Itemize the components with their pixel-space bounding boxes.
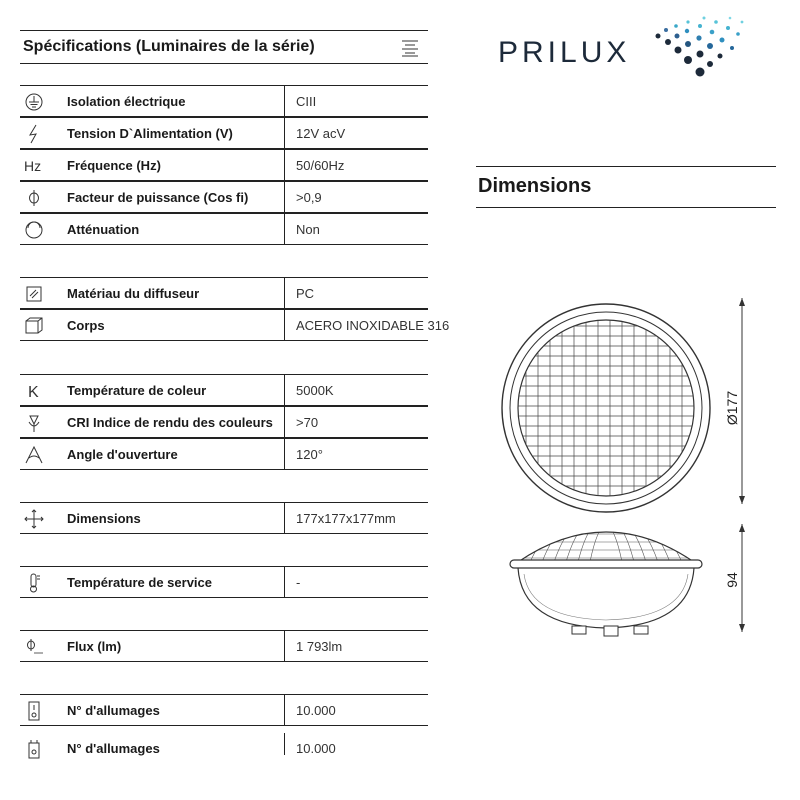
- cri-icon: [23, 413, 45, 433]
- electrical-isolation-icon: [23, 92, 45, 112]
- spec-label: Température de coleur: [67, 383, 207, 398]
- spec-label: Température de service: [67, 575, 212, 590]
- spec-row-dimming: [20, 213, 428, 245]
- spec-value: 10.000: [296, 741, 336, 756]
- color-temperature-k-icon: [23, 381, 45, 401]
- spec-row-cri: [20, 406, 428, 438]
- spec-label: Tension D`Alimentation (V): [67, 126, 233, 141]
- spec-value: >70: [296, 415, 319, 430]
- switch-cycles-alt-icon: [23, 739, 45, 759]
- spec-value: 50/60Hz: [296, 158, 345, 173]
- diffuser-material-icon: [23, 284, 45, 304]
- spec-label: Dimensions: [67, 511, 141, 526]
- spec-row-switch-cycles: [20, 694, 428, 726]
- svg-text:K: K: [28, 384, 39, 401]
- spec-value: 5000K: [296, 383, 334, 398]
- spec-row-switch-cycles-alt: [20, 733, 428, 765]
- spec-row-service-temperature: [20, 566, 428, 598]
- spec-value: 12V acV: [296, 126, 346, 141]
- column-divider: [284, 695, 285, 725]
- height-label: 94: [724, 572, 740, 588]
- column-divider: [284, 407, 285, 437]
- thermometer-icon: [23, 573, 45, 593]
- power-factor-phi-icon: [23, 188, 45, 208]
- column-divider: [284, 214, 285, 244]
- spec-label: Facteur de puissance (Cos fi): [67, 190, 249, 205]
- column-divider: [284, 150, 285, 180]
- spec-value: ACERO INOXIDABLE 316: [296, 318, 450, 333]
- spec-value: 177x177x177mm: [296, 511, 396, 526]
- spec-label: Angle d'ouverture: [67, 447, 178, 462]
- spec-value: >0,9: [296, 190, 322, 205]
- column-divider: [284, 375, 285, 405]
- spec-row-beam-angle: [20, 438, 428, 470]
- spec-row-frequency: [20, 149, 428, 181]
- spec-value: PC: [296, 286, 315, 301]
- spec-value: -: [296, 575, 301, 590]
- menu-lines-icon[interactable]: [400, 39, 420, 57]
- side-view: [510, 518, 702, 636]
- column-divider: [284, 278, 285, 308]
- spec-label: Isolation électrique: [67, 94, 186, 109]
- specifications-title: Spécifications (Luminaires de la série): [23, 38, 315, 55]
- column-divider: [284, 118, 285, 148]
- body-cube-icon: [23, 316, 45, 336]
- column-divider: [284, 182, 285, 212]
- diameter-dimension: [724, 298, 745, 504]
- spec-value: 10.000: [296, 703, 336, 718]
- column-divider: [284, 310, 285, 340]
- brand-logo: [498, 14, 748, 86]
- spec-value: CIII: [296, 94, 317, 109]
- spec-label: Corps: [67, 318, 105, 333]
- spec-label: N° d'allumages: [67, 703, 160, 718]
- spec-label: Fréquence (Hz): [67, 158, 161, 173]
- spec-row-body: [20, 309, 450, 341]
- spec-label: Matériau du diffuseur: [67, 286, 200, 301]
- spec-value: Non: [296, 222, 320, 237]
- brand-dots-icon: [650, 14, 750, 86]
- frequency-hz-icon: [23, 156, 45, 176]
- dimensions-header: [476, 166, 776, 208]
- spec-row-power-factor: [20, 181, 428, 213]
- switch-cycles-icon: [23, 701, 45, 721]
- dimensions-arrows-icon: [23, 509, 45, 529]
- spec-row-dimensions: [20, 502, 428, 534]
- svg-text:Hz: Hz: [24, 158, 42, 174]
- spec-value: 120°: [296, 447, 323, 462]
- spec-row-color-temperature: [20, 374, 428, 406]
- dimming-icon: [23, 220, 45, 240]
- spec-row-voltage: [20, 117, 428, 149]
- spec-row-luminous-flux: [20, 630, 428, 662]
- column-divider: [284, 631, 285, 661]
- specifications-header: [20, 30, 428, 64]
- spec-row-isolation: [20, 85, 428, 117]
- voltage-lightning-icon: [23, 124, 45, 144]
- top-view: [502, 304, 710, 512]
- luminous-flux-icon: [23, 637, 45, 657]
- height-dimension: [724, 524, 745, 632]
- column-divider: [284, 86, 285, 116]
- spec-label: CRI Indice de rendu des couleurs: [67, 415, 273, 430]
- spec-label: Flux (lm): [67, 639, 122, 654]
- column-divider: [284, 733, 285, 755]
- column-divider: [284, 503, 285, 533]
- spec-label: N° d'allumages: [67, 741, 160, 756]
- spec-label: Atténuation: [67, 222, 140, 237]
- column-divider: [284, 567, 285, 597]
- spec-row-diffuser: [20, 277, 428, 309]
- dimensions-title: Dimensions: [478, 175, 592, 197]
- diameter-label: Ø177: [724, 390, 740, 426]
- spec-value: 1 793lm: [296, 639, 343, 654]
- column-divider: [284, 439, 285, 469]
- technical-drawing: [500, 290, 780, 640]
- beam-angle-icon: [23, 445, 45, 465]
- brand-logo-text: PRILUX: [498, 36, 631, 69]
